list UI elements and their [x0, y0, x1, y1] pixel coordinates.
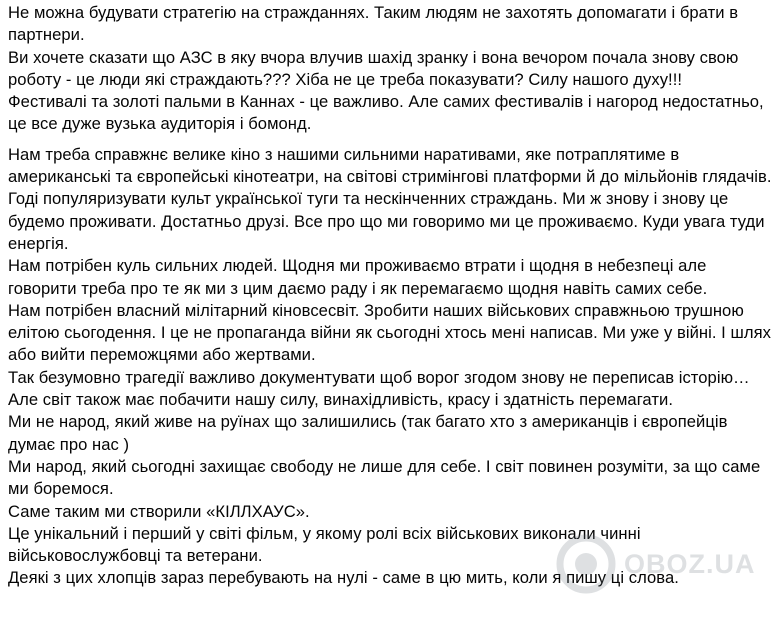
post-paragraph: Ми народ, який сьогодні захищає свободу не лише для себе. І світ повинен розуміти, за що саме ми боремося. — [8, 456, 761, 499]
post-paragraph: Нам потрібен куль сильних людей. Щодня ми проживаємо втрати і щодня в небезпеці але говорити треба про те як ми з цим даємо раду і як перемагаємо щодня навіть самих себе. — [8, 256, 708, 298]
watermark-text: OBOZ.UA — [624, 548, 756, 579]
post-paragraph: Саме таким ми створили «КІЛЛХАУС». — [8, 501, 310, 521]
post-paragraph: Фестивалі та золоті пальми в Каннах - це важливо. Але самих фестивалів і нагород недостатньо, це все дуже вузька аудиторія і бомонд. — [8, 92, 764, 134]
post-text — [8, 2, 776, 590]
post-paragraph: Це унікальний і перший у світі фільм, у якому ролі всіх військових виконали чинні військовослужбовці та ветерани. — [8, 523, 641, 566]
post-paragraph: Нам потрібен власний мілітарний кіновсесвіт. Зробити наших військових справжньою трушною елітою сьогодення. І це не пропаганда війни як сьогодні хтось мені написав. Ми уже у війні. І шлях або вийти переможцями або жертвами. — [8, 300, 771, 365]
post-paragraph: Годі популяризувати культ української туги та нескінченних страждань. Ми ж знову і знову це будемо проживати. Достатньо друзі. Все про що ми говоримо ми це проживаємо. Куди увага туди енергія. — [8, 189, 765, 253]
post-paragraph: Так безумовно трагедії важливо документувати щоб ворог згодом знову не переписав історію… — [8, 367, 750, 387]
post-paragraph: Деякі з цих хлопців зараз перебувають на нулі - саме в цю мить, коли я пишу ці слова. — [8, 568, 679, 588]
post-paragraph: Не можна будувати стратегію на стражданнях. Таким людям не захотять допомагати і брати в партнери. — [8, 3, 739, 45]
post-paragraph: Нам треба справжнє велике кіно з нашими сильними наративами, яке потраплятиме в американські та європейські кінотеатри, на світові стримінгові платформи й до мільйонів глядачів. — [8, 144, 772, 187]
post-paragraph: Ви хочете сказати що АЗС в яку вчора влучив шахід зранку і вона вечором почала знову свою роботу - це люди які страждають??? Хіба не це треба показувати? Силу нашого духу!!! — [8, 47, 739, 89]
post-paragraph: Ми не народ, який живе на руїнах що залишились (так багато хто з американців і європейців думає про нас ) — [8, 412, 728, 454]
post-paragraph: Але світ також має побачити нашу силу, винахідливість, красу і здатність перемагати. — [8, 390, 673, 410]
